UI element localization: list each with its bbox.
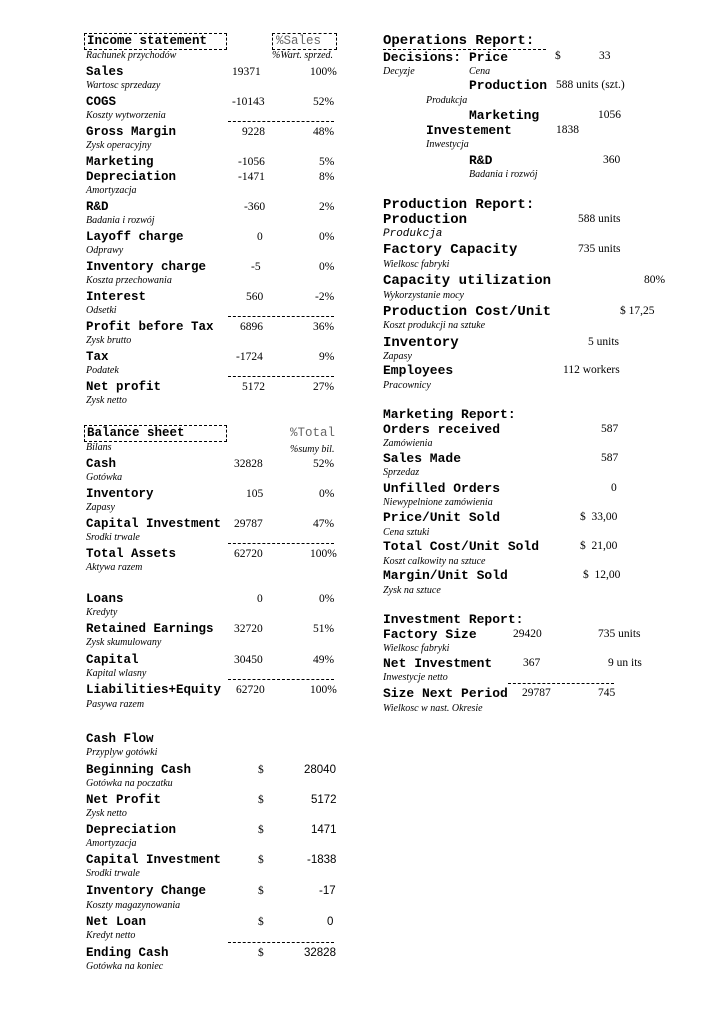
marketing-label: Price/Unit Sold: [383, 510, 501, 525]
cashflow-sub: Zysk netto: [86, 808, 127, 819]
balance-value: 0: [257, 593, 263, 605]
production-title: Production Report:: [383, 197, 535, 213]
marketing-sub: Koszt calkowity na sztuce: [383, 556, 486, 567]
balance-sub: Aktywa razem: [86, 562, 143, 573]
investment-title: Investment Report:: [383, 612, 524, 627]
income-label: Depreciation: [86, 170, 177, 184]
income-sub: Koszty wytworzenia: [86, 110, 166, 121]
marketing-decision-value: 1056: [598, 109, 621, 121]
income-label: R&D: [86, 200, 109, 214]
cashflow-label: Ending Cash: [86, 946, 169, 960]
divider: [228, 543, 334, 544]
currency-sign: $: [258, 916, 264, 928]
production-label: Factory Capacity: [383, 242, 518, 258]
income-pct: 100%: [310, 66, 337, 78]
cashflow-sub: Koszty magazynowania: [86, 900, 181, 911]
income-value: 6896: [240, 321, 263, 333]
marketing-sub: Niewypelnione zamówienia: [383, 497, 493, 508]
income-pct-subheader: %Wart. sprzed.: [272, 50, 334, 61]
marketing-sub: Zamówienia: [383, 438, 433, 449]
production-sub: Wykorzystanie mocy: [383, 290, 464, 301]
marketing-sub: Zysk na sztuce: [383, 585, 441, 596]
income-label: Net profit: [86, 380, 162, 394]
currency-sign: $: [258, 947, 264, 959]
cashflow-label: Depreciation: [86, 823, 177, 837]
production-decision-sub: Produkcja: [426, 95, 468, 106]
cashflow-label: Net Loan: [86, 915, 147, 929]
decisions-sub: Decyzje: [383, 66, 415, 77]
balance-pct: 52%: [313, 458, 335, 470]
income-title: Income statement: [87, 34, 208, 48]
income-value: 0: [257, 231, 263, 243]
income-pct: 0%: [319, 231, 335, 243]
balance-label: Retained Earnings: [86, 622, 214, 636]
marketing-value: $ 21,00: [580, 540, 618, 552]
investment-units: 9 un its: [608, 657, 642, 669]
balance-pct-subheader: %sumy bil.: [290, 444, 335, 455]
production-label: Employees: [383, 363, 454, 378]
price-sub: Cena: [469, 66, 491, 77]
balance-pct: 100%: [310, 684, 337, 696]
balance-subtitle: Bilans: [86, 442, 112, 453]
divider: [228, 942, 334, 943]
production-value: $ 17,25: [620, 305, 655, 317]
balance-label: Cash: [86, 457, 117, 471]
balance-value: 62720: [236, 684, 265, 696]
income-pct: 2%: [319, 201, 335, 213]
cashflow-label: Beginning Cash: [86, 763, 192, 777]
marketing-value: 587: [601, 452, 619, 464]
income-value: -5: [251, 261, 261, 273]
cashflow-value: 5172: [311, 794, 337, 806]
marketing-label: Sales Made: [383, 451, 462, 466]
investment-units: 745: [598, 687, 616, 699]
income-label: Layoff charge: [86, 230, 184, 244]
cashflow-sub: Kredyt netto: [86, 930, 136, 941]
income-value: -1056: [238, 156, 265, 168]
balance-sub: Pasywa razem: [86, 699, 145, 710]
marketing-value: 587: [601, 423, 619, 435]
income-sub: Zysk operacyjny: [86, 140, 152, 151]
production-sub: Pracownicy: [383, 380, 431, 391]
divider: [228, 316, 334, 317]
currency-sign: $: [258, 885, 264, 897]
income-value: -10143: [232, 96, 265, 108]
balance-label: Total Assets: [86, 547, 177, 561]
balance-value: 105: [246, 488, 264, 500]
balance-label: Capital Investment: [86, 517, 222, 531]
balance-value: 32720: [234, 623, 263, 635]
production-decision-label: Production: [469, 78, 548, 93]
production-sub: Wielkosc fabryki: [383, 259, 450, 270]
marketing-sub: Sprzedaz: [383, 467, 420, 478]
rd-decision-sub: Badania i rozwój: [469, 169, 538, 180]
production-decision-value: 588 units (szt.): [556, 79, 625, 91]
production-value: 735 units: [578, 243, 621, 255]
investment-value: 367: [523, 657, 541, 669]
income-pct: 36%: [313, 321, 335, 333]
cashflow-sub: Srodki trwale: [86, 868, 140, 879]
balance-label: Inventory: [86, 487, 154, 501]
production-label: Capacity utilization: [383, 273, 552, 289]
income-sub: Podatek: [86, 365, 119, 376]
balance-sub: Zysk skumulowany: [86, 637, 162, 648]
marketing-decision-label: Marketing: [469, 108, 540, 123]
income-sub: Badania i rozwój: [86, 215, 155, 226]
investment-sub: Inwestycje netto: [383, 672, 448, 683]
income-label: Interest: [86, 290, 147, 304]
cashflow-value: 0: [327, 916, 334, 928]
income-value: -360: [244, 201, 266, 213]
balance-pct-header: %Total: [290, 426, 336, 440]
balance-label: Loans: [86, 592, 124, 606]
production-value: 112 workers: [563, 364, 620, 376]
investment-value: 29420: [513, 628, 542, 640]
income-pct: 52%: [313, 96, 335, 108]
balance-sub: Zapasy: [86, 502, 115, 513]
investement-decision-sub: Inwestycja: [426, 139, 469, 150]
balance-label: Liabilities+Equity: [86, 683, 222, 697]
decisions-label: Decisions:: [383, 50, 462, 65]
income-value: 5172: [242, 381, 265, 393]
investement-decision-value: 1838: [556, 124, 579, 136]
production-label: Production: [383, 212, 468, 228]
marketing-title: Marketing Report:: [383, 407, 516, 422]
marketing-value: 0: [611, 482, 617, 494]
income-value: 19371: [232, 66, 261, 78]
balance-value: 30450: [234, 654, 263, 666]
rd-decision-label: R&D: [469, 153, 493, 168]
cashflow-label: Capital Investment: [86, 853, 222, 867]
income-label: Gross Margin: [86, 125, 177, 139]
income-label: Marketing: [86, 155, 154, 169]
balance-value: 29787: [234, 518, 263, 530]
investment-label: Net Investment: [383, 656, 493, 671]
price-value: 33: [599, 50, 611, 62]
income-label: Tax: [86, 350, 109, 364]
income-sub: Amortyzacja: [86, 185, 137, 196]
currency-sign: $: [258, 794, 264, 806]
income-pct: 48%: [313, 126, 335, 138]
balance-pct: 51%: [313, 623, 335, 635]
income-sub: Odprawy: [86, 245, 124, 256]
balance-sub: Kapital wlasny: [86, 668, 147, 679]
income-pct: 9%: [319, 351, 335, 363]
balance-sub: Srodki trwale: [86, 532, 140, 543]
marketing-value: $ 12,00: [583, 569, 621, 581]
balance-label: Capital: [86, 653, 139, 667]
balance-pct: 47%: [313, 518, 335, 530]
balance-title: Balance sheet: [87, 426, 185, 440]
balance-sub: Gotówka: [86, 472, 123, 483]
income-pct-header: %Sales: [276, 34, 322, 48]
production-value: 5 units: [588, 336, 619, 348]
marketing-label: Margin/Unit Sold: [383, 568, 508, 583]
income-pct: 5%: [319, 156, 335, 168]
price-label: Price: [469, 50, 509, 65]
income-sub: Odsetki: [86, 305, 117, 316]
marketing-value: $ 33,00: [580, 511, 618, 523]
production-label: Production Cost/Unit: [383, 304, 552, 320]
income-sub: Koszta przechowania: [86, 275, 172, 286]
investment-sub: Wielkosc fabryki: [383, 643, 450, 654]
production-sub: Produkcja: [383, 228, 443, 240]
cashflow-value: 28040: [304, 764, 336, 776]
price-currency: $: [555, 50, 561, 62]
balance-pct: 49%: [313, 654, 335, 666]
cashflow-sub: Gotówka na poczatku: [86, 778, 173, 789]
income-sub: Zysk brutto: [86, 335, 132, 346]
income-label: Inventory charge: [86, 260, 207, 274]
cashflow-value: 1471: [311, 824, 337, 836]
investment-units: 735 units: [598, 628, 641, 640]
income-label: COGS: [86, 95, 117, 109]
income-value: 9228: [242, 126, 265, 138]
production-label: Inventory: [383, 335, 459, 351]
currency-sign: $: [258, 824, 264, 836]
marketing-label: Unfilled Orders: [383, 481, 501, 496]
divider: [228, 121, 334, 122]
currency-sign: $: [258, 854, 264, 866]
divider: [228, 679, 334, 680]
cashflow-value: -1838: [307, 854, 337, 866]
income-subtitle: Rachunek przychodów: [86, 50, 177, 61]
cashflow-sub: Gotówka na koniec: [86, 961, 164, 972]
income-label: Sales: [86, 65, 124, 79]
cashflow-title: Cash Flow: [86, 732, 154, 746]
divider: [228, 376, 334, 377]
cashflow-sub: Amortyzacja: [86, 838, 137, 849]
income-value: -1724: [236, 351, 263, 363]
investment-value: 29787: [522, 687, 551, 699]
cashflow-label: Net Profit: [86, 793, 162, 807]
rd-decision-value: 360: [603, 154, 621, 166]
cashflow-value: -17: [319, 885, 336, 897]
investment-label: Size Next Period: [383, 686, 508, 701]
investment-sub: Wielkosc w nast. Okresie: [383, 703, 483, 714]
income-sub: Zysk netto: [86, 395, 127, 406]
marketing-label: Total Cost/Unit Sold: [383, 539, 540, 554]
income-pct: 8%: [319, 171, 335, 183]
production-value: 80%: [644, 274, 666, 286]
investement-decision-label: Investement: [426, 123, 512, 138]
investment-label: Factory Size: [383, 627, 477, 642]
balance-sub: Kredyty: [86, 607, 118, 618]
cashflow-label: Inventory Change: [86, 884, 207, 898]
operations-title: Operations Report:: [383, 33, 535, 49]
cashflow-value: 32828: [304, 947, 336, 959]
income-value: 560: [246, 291, 264, 303]
currency-sign: $: [258, 764, 264, 776]
balance-pct: 100%: [310, 548, 337, 560]
balance-pct: 0%: [319, 593, 335, 605]
income-label: Profit before Tax: [86, 320, 214, 334]
income-pct: 27%: [313, 381, 335, 393]
balance-pct: 0%: [319, 488, 335, 500]
divider: [508, 683, 614, 684]
income-sub: Wartosc sprzedazy: [86, 80, 161, 91]
income-pct: 0%: [319, 261, 335, 273]
production-sub: Koszt produkcji na sztuke: [383, 320, 486, 331]
marketing-sub: Cena sztuki: [383, 527, 430, 538]
balance-value: 32828: [234, 458, 263, 470]
cashflow-subtitle: Przyplyw gotówki: [86, 747, 158, 758]
income-pct: -2%: [315, 291, 335, 303]
marketing-label: Orders received: [383, 422, 501, 437]
income-value: -1471: [238, 171, 265, 183]
production-sub: Zapasy: [383, 351, 412, 362]
balance-value: 62720: [234, 548, 263, 560]
production-value: 588 units: [578, 213, 621, 225]
